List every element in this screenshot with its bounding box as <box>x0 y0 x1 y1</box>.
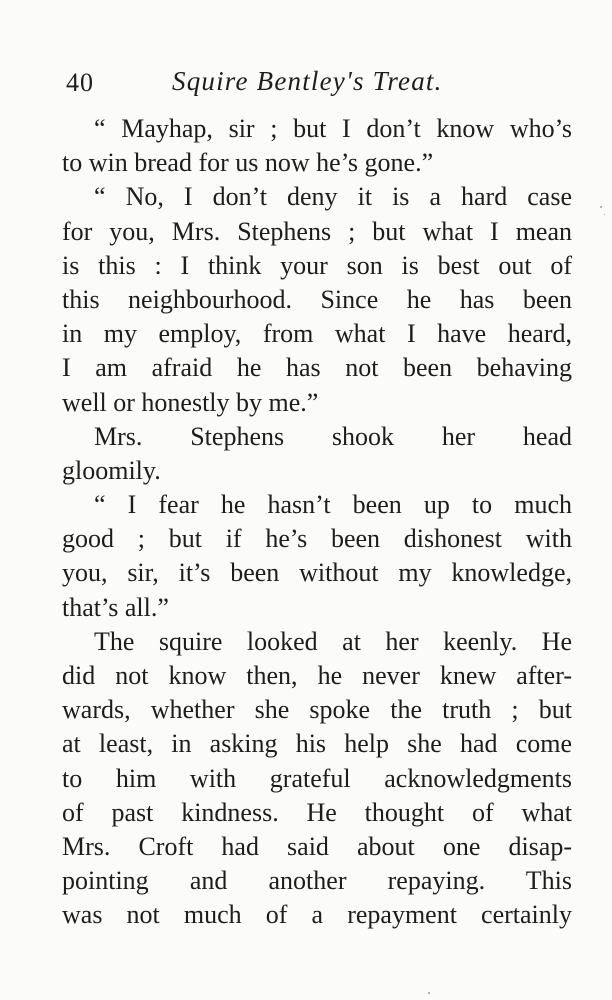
text-line: for you, Mrs. Stephens ; but what I mean <box>62 216 572 246</box>
page-number: 40 <box>66 68 94 97</box>
text-line: pointing and another repaying. This <box>62 866 572 896</box>
text-line: this neighbourhood. Since he has been <box>62 284 572 314</box>
text-line: to him with grateful acknowledgments <box>62 763 572 793</box>
body-text <box>62 112 572 933</box>
text-line: to win bread for us now he’s gone.” <box>62 148 434 178</box>
text-line: “ I fear he hasn’t been up to much <box>94 490 572 520</box>
paper-speck <box>604 214 605 215</box>
text-line: I am afraid he has not been behaving <box>62 353 572 383</box>
text-line: that’s all.” <box>62 592 169 622</box>
text-line: is this : I think your son is best out of <box>62 250 572 280</box>
text-line: good ; but if he’s been dishonest with <box>62 524 572 554</box>
text-line: “ Mayhap, sir ; but I don’t know who’s <box>94 114 572 143</box>
text-line: Mrs. Stephens shook her head <box>94 421 572 451</box>
paper-speck <box>428 992 430 994</box>
text-line: at least, in asking his help she had come <box>62 729 572 759</box>
text-line: gloomily. <box>62 455 161 485</box>
text-line: well or honestly by me.” <box>62 387 319 417</box>
paper-speck <box>600 206 602 208</box>
text-line: “ No, I don’t deny it is a hard case <box>94 182 572 212</box>
page-header <box>66 64 574 104</box>
text-line: of past kindness. He thought of what <box>62 797 572 827</box>
text-line: you, sir, it’s been without my knowledge, <box>62 558 572 588</box>
running-title: Squire Bentley's Treat. <box>172 66 443 96</box>
text-line: The squire looked at her keenly. He <box>94 626 572 656</box>
text-line: Mrs. Croft had said about one disap- <box>62 831 572 861</box>
text-line: was not much of a repayment certainly <box>62 900 572 930</box>
text-line: in my employ, from what I have heard, <box>62 319 572 349</box>
text-line: wards, whether she spoke the truth ; but <box>62 695 572 725</box>
text-line: did not know then, he never knew after- <box>62 661 572 690</box>
